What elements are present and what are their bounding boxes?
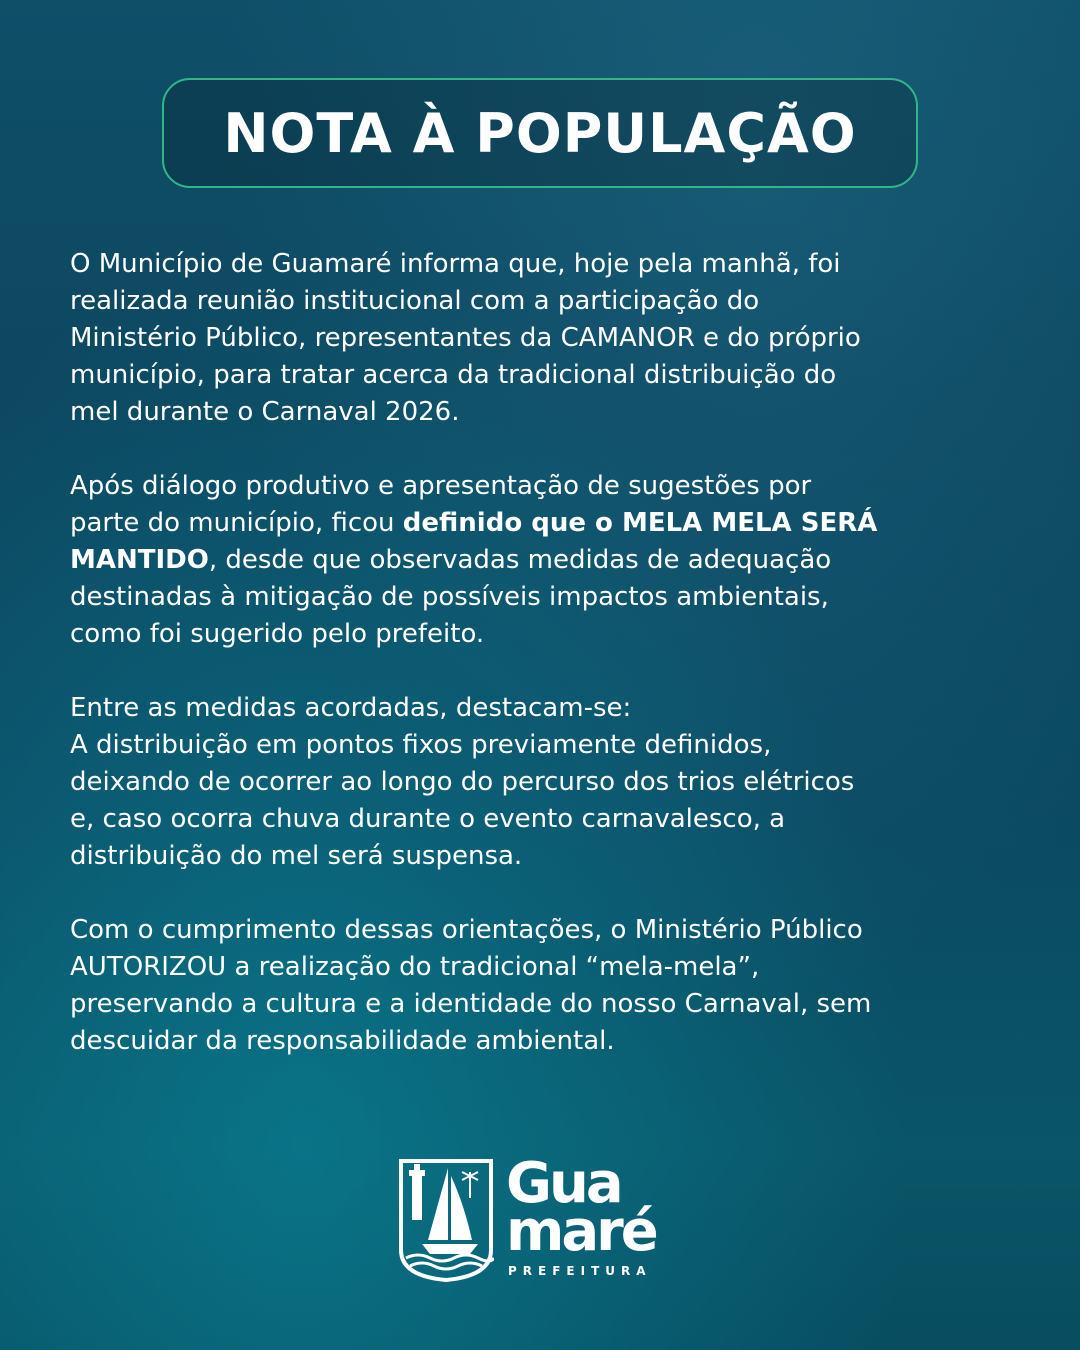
logo-subtitle: PREFEITURA bbox=[508, 1264, 652, 1278]
paragraph-line: Após diálogo produtivo e apresentação de sugestões por bbox=[70, 471, 812, 501]
paragraph-line: como foi sugerido pelo prefeito. bbox=[70, 619, 485, 649]
paragraph-line: mel durante o Carnaval 2026. bbox=[70, 397, 460, 427]
line-text: , desde que observadas medidas de adequação bbox=[208, 545, 832, 575]
paragraph-line: Ministério Público, representantes da CAMANOR e do próprio bbox=[70, 323, 861, 353]
decision-highlight-end: MANTIDO bbox=[70, 545, 209, 575]
paragraph-line: e, caso ocorra chuva durante o evento carnavalesco, a bbox=[70, 804, 786, 834]
prefeitura-logo bbox=[398, 1151, 688, 1283]
paragraph-line bbox=[70, 505, 1030, 542]
paragraph-line: Com o cumprimento dessas orientações, o Ministério Público bbox=[70, 915, 863, 945]
paragraph-line: distribuição do mel será suspensa. bbox=[70, 841, 523, 871]
paragraph-line: realizada reunião institucional com a participação do bbox=[70, 286, 760, 316]
paragraph-line: O Município de Guamaré informa que, hoje pela manhã, foi bbox=[70, 249, 841, 279]
paragraph-line: destinadas à mitigação de possíveis impactos ambientais, bbox=[70, 582, 829, 612]
paragraph-line: AUTORIZOU a realização do tradicional “mela-mela”, bbox=[70, 952, 760, 982]
paragraph-line bbox=[70, 542, 1030, 579]
paragraph-line: Entre as medidas acordadas, destacam-se: bbox=[70, 693, 632, 723]
paragraph-meeting bbox=[70, 246, 1030, 431]
paragraph-line: descuidar da responsabilidade ambiental. bbox=[70, 1026, 615, 1056]
paragraph-authorization bbox=[70, 912, 1030, 1060]
logo-name-line2: maré bbox=[506, 1199, 656, 1264]
logo-wordmark bbox=[506, 1151, 691, 1282]
logo-name-line1: Gua bbox=[506, 1151, 621, 1216]
paragraph-line: preservando a cultura e a identidade do nosso Carnaval, sem bbox=[70, 989, 872, 1019]
paragraph-line: A distribuição em pontos fixos previamente definidos, bbox=[70, 730, 772, 760]
paragraph-measures bbox=[70, 690, 1030, 875]
paragraph-line: município, para tratar acerca da tradicional distribuição do bbox=[70, 360, 837, 390]
paragraph-spacer bbox=[70, 653, 1030, 690]
decision-highlight: definido que o MELA MELA SERÁ bbox=[402, 508, 878, 538]
paragraph-spacer bbox=[70, 431, 1030, 468]
page-title: NOTA À POPULAÇÃO bbox=[223, 101, 857, 165]
paragraph-spacer bbox=[70, 875, 1030, 912]
paragraph-line: deixando de ocorrer ao longo do percurso dos trios elétricos bbox=[70, 767, 855, 797]
sailboat-lighthouse-shield-icon bbox=[398, 1158, 494, 1282]
notice-body bbox=[70, 246, 1030, 1060]
paragraph-decision bbox=[70, 468, 1030, 653]
title-box bbox=[162, 78, 918, 188]
line-text: parte do município, ficou bbox=[70, 508, 403, 538]
